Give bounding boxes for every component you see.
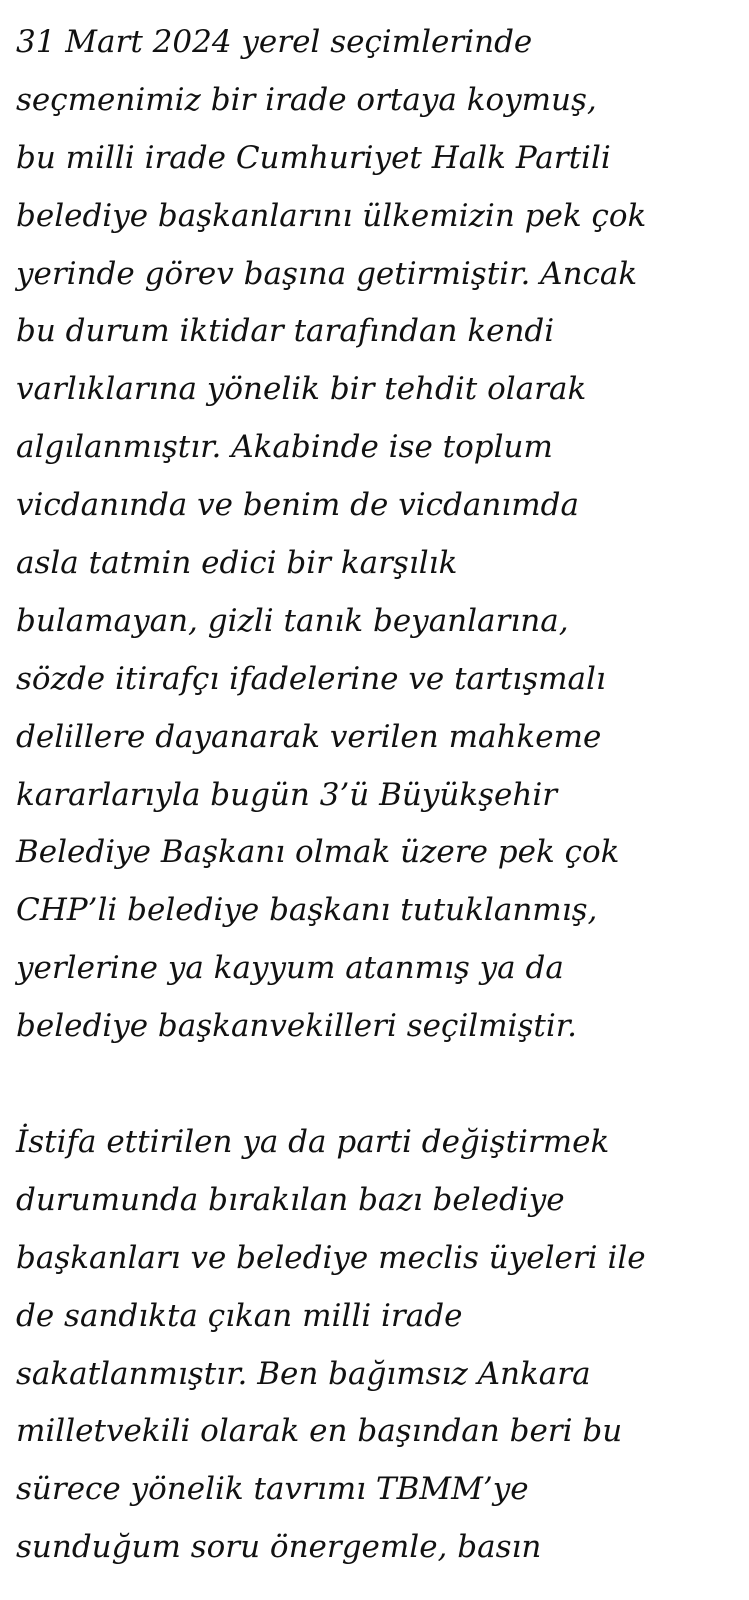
text-line: İstifa ettirilen ya da parti değiştirmek [16, 1124, 610, 1161]
article-body [16, 14, 741, 1577]
text-line: kararlarıyla bugün 3’ü Büyükşehir [16, 776, 558, 813]
text-line: belediye başkanlarını ülkemizin pek çok [16, 197, 647, 234]
text-line: seçmenimiz bir irade ortaya koymuş, [16, 81, 597, 118]
text-line: başkanları ve belediye meclis üyeleri ile [16, 1239, 646, 1276]
text-line: bu durum iktidar tarafından kendi [16, 313, 555, 350]
text-line: sunduğum soru önergemle, basın [16, 1529, 542, 1566]
paragraph-2 [16, 1114, 741, 1577]
text-line: sözde itirafçı ifadelerine ve tartışmalı [16, 660, 606, 697]
paragraph-spacer [16, 1056, 741, 1114]
text-line: sürece yönelik tavrımı TBMM’ye [16, 1471, 529, 1508]
text-line: 31 Mart 2024 yerel seçimlerinde [16, 24, 533, 60]
text-line: CHP’li belediye başkanı tutuklanmış, [16, 892, 598, 929]
text-line: milletvekili olarak en başından beri bu [16, 1413, 623, 1450]
text-line: sakatlanmıştır. Ben bağımsız Ankara [16, 1355, 591, 1392]
paragraph-1 [16, 14, 741, 1056]
text-line: asla tatmin edici bir karşılık [16, 545, 458, 582]
text-line: de sandıkta çıkan milli irade [16, 1297, 463, 1334]
text-line: yerinde görev başına getirmiştir. Ancak [16, 255, 638, 292]
text-line: Belediye Başkanı olmak üzere pek çok [16, 834, 620, 871]
text-line: varlıklarına yönelik bir tehdit olarak [16, 371, 587, 408]
text-line: belediye başkanvekilleri seçilmiştir. [16, 1008, 578, 1045]
text-line: yerlerine ya kayyum atanmış ya da [16, 950, 564, 987]
text-line: delillere dayanarak verilen mahkeme [16, 718, 602, 755]
text-line: bu milli irade Cumhuriyet Halk Partili [16, 139, 611, 176]
text-line: durumunda bırakılan bazı belediye [16, 1181, 565, 1218]
text-line: algılanmıştır. Akabinde ise toplum [16, 429, 553, 466]
text-line: vicdanında ve benim de vicdanımda [16, 487, 579, 524]
text-line: bulamayan, gizli tanık beyanlarına, [16, 602, 569, 639]
